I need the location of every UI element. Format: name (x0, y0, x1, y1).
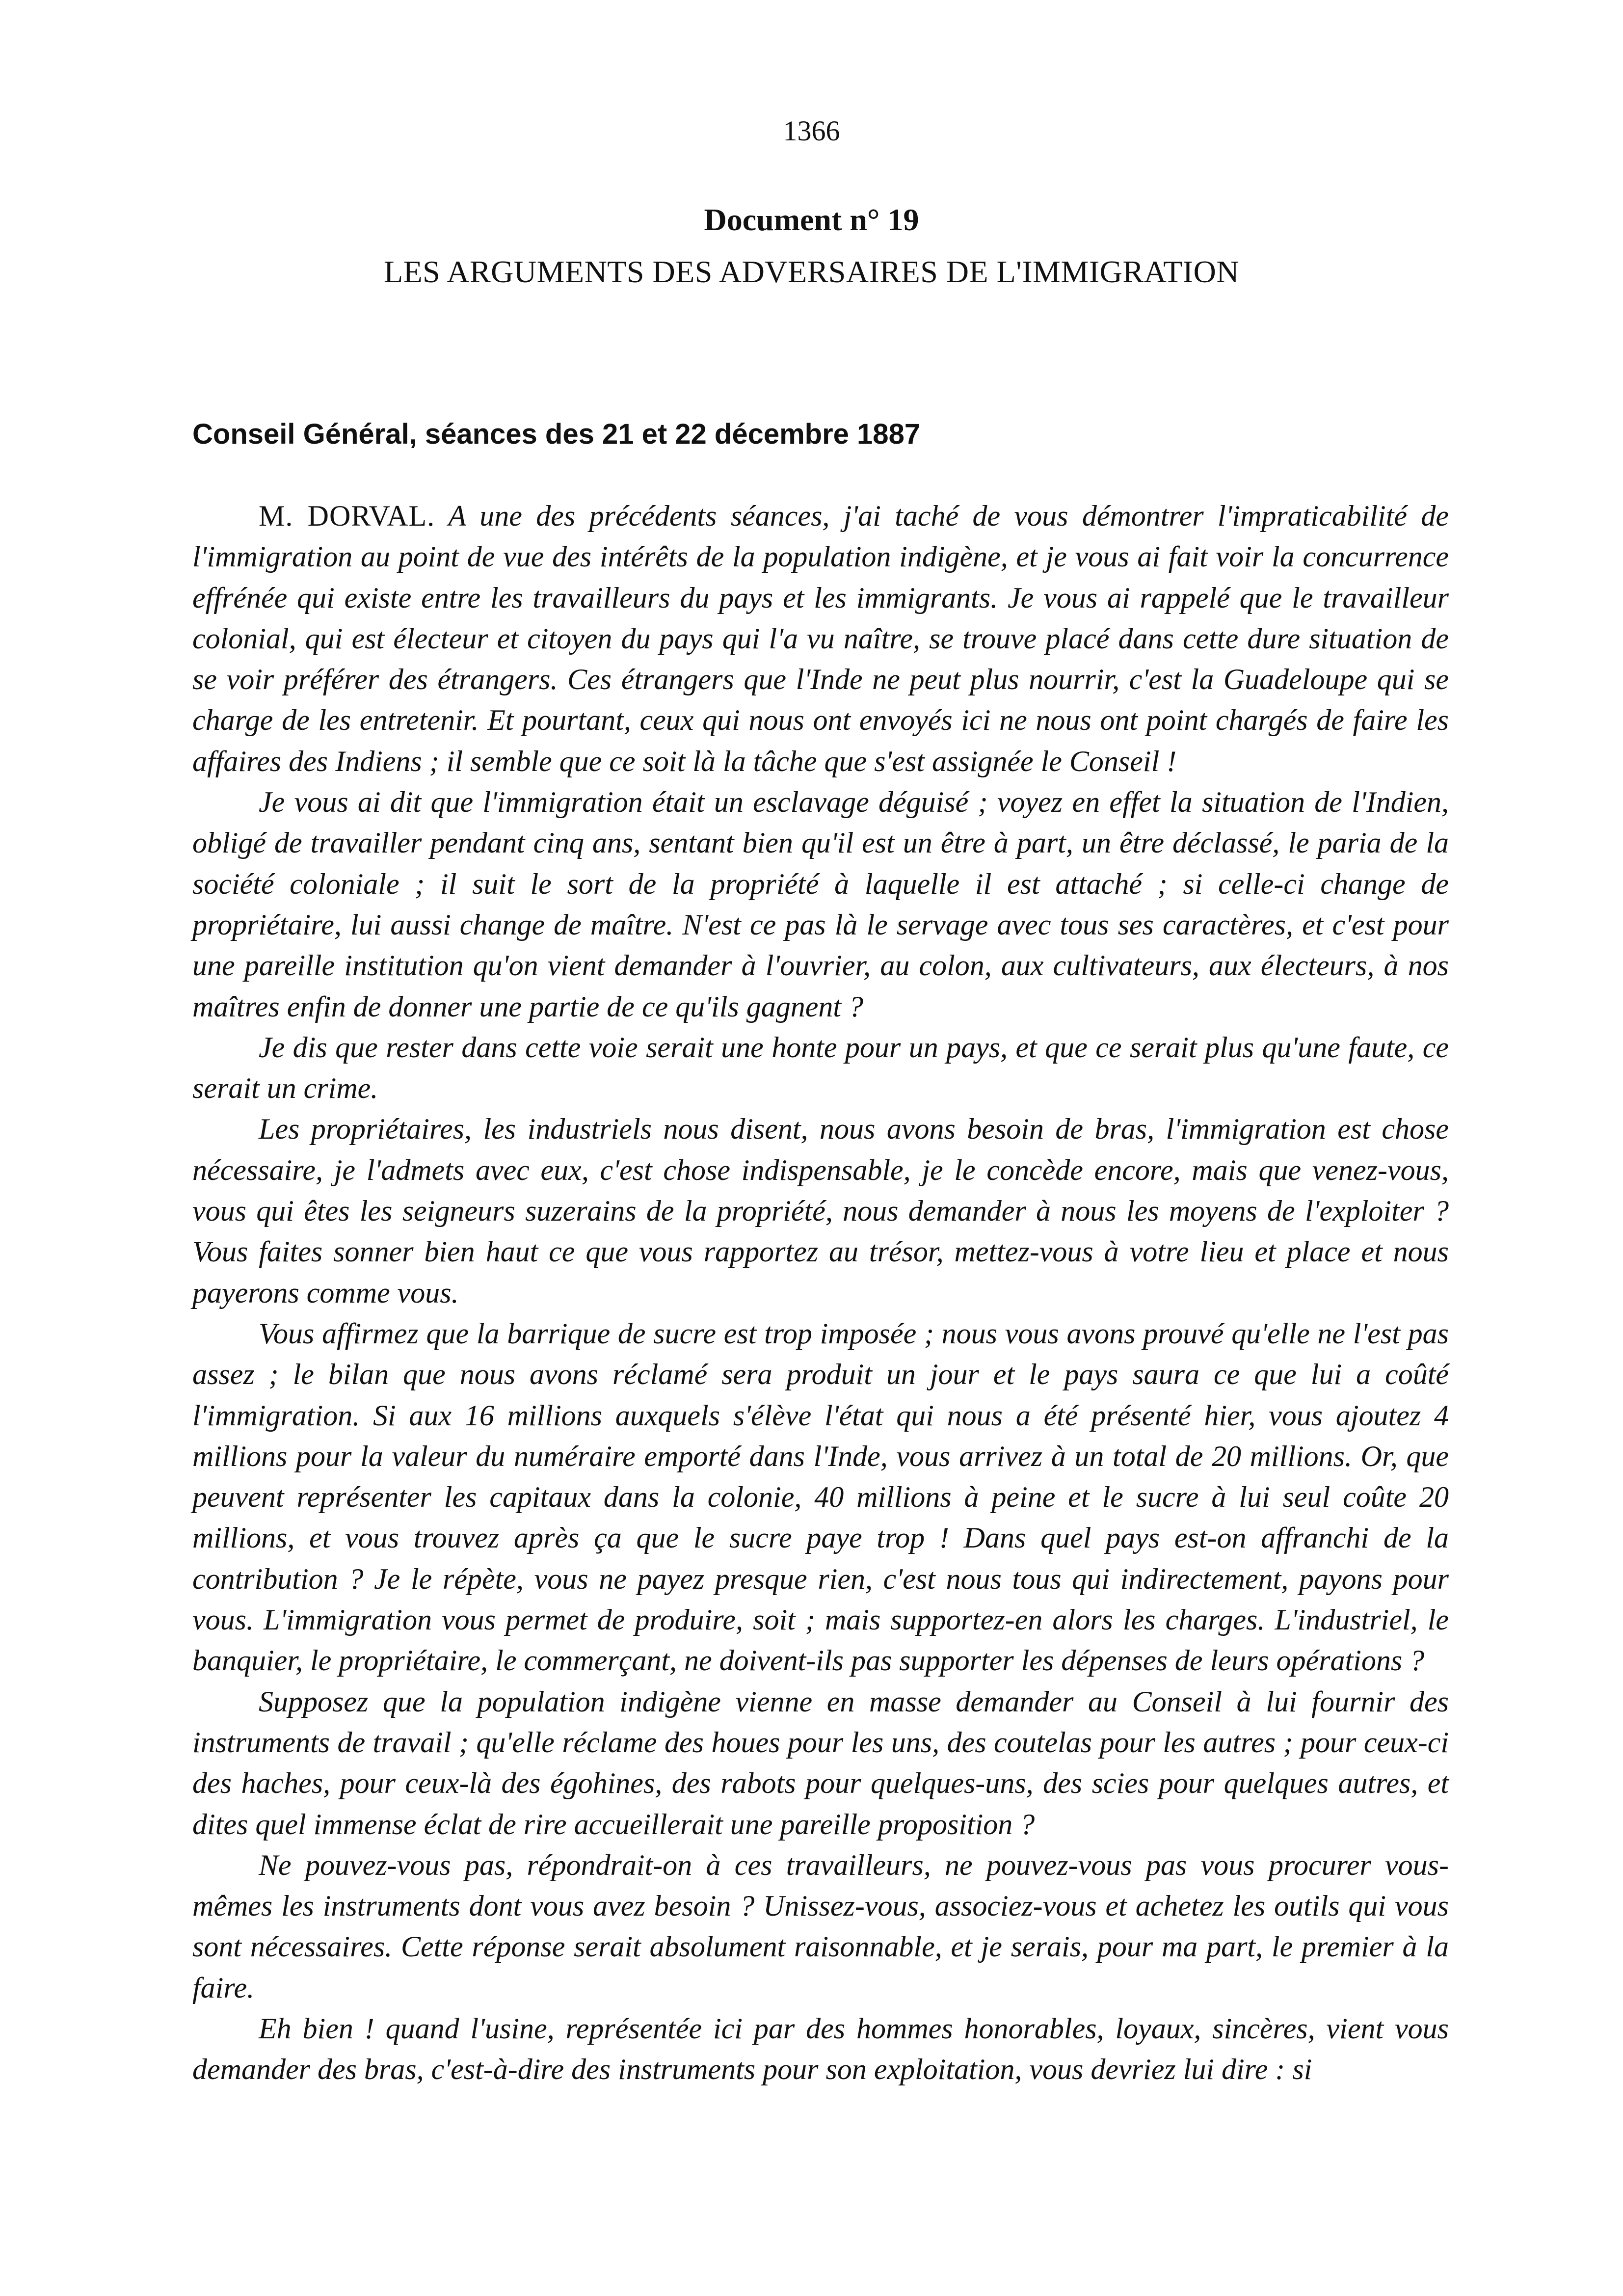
paragraph-5: Vous affirmez que la barrique de sucre est trop imposée ; nous vous avons prouvé qu'elle ne l'est pas assez ; le bilan que nous avons réclamé sera produit un jour et le pays saura ce que lui a coûté l'immigration. Si aux 16 millions auxquels s'élève l'état qui nous a été présenté hier, vous ajoutez 4 millions pour la valeur du numéraire emporté dans l'Inde, vous arrivez à un total de 20 millions. Or, que peuvent représenter les capitaux dans la colonie, 40 millions à peine et le sucre à lui seul coûte 20 millions, et vous trouvez après ça que le sucre paye trop ! Dans quel pays est-on affranchi de la contribution ? Je le répète, vous ne payez presque rien, c'est nous tous qui indirectement, payons pour vous. L'immigration vous permet de produire, soit ; mais supportez-en alors les charges. L'industriel, le banquier, le propriétaire, le commerçant, ne doivent-ils pas supporter les dépenses de leurs opérations ? (192, 1317, 1449, 1677)
section-heading: Conseil Général, séances des 21 et 22 décembre 1887 (192, 418, 921, 450)
paragraph-8: Eh bien ! quand l'usine, représentée ici par des hommes honorables, loyaux, sincères, vient vous demander des bras, c'est-à-dire des instruments pour son exploitation, vous devriez lui dire : si (192, 2012, 1449, 2086)
body-text (192, 496, 1449, 2090)
paragraph-1 (192, 496, 1449, 782)
document-number: Document n° 19 (704, 202, 919, 237)
document-title: LES ARGUMENTS DES ADVERSAIRES DE L'IMMIGRATION (383, 254, 1240, 289)
page-number: 1366 (783, 115, 840, 147)
speaker-name: M. DORVAL. (259, 500, 435, 532)
paragraph-7: Ne pouvez-vous pas, répondrait-on à ces travailleurs, ne pouvez-vous pas vous procurer vous-mêmes les instruments dont vous avez besoin ? Unissez-vous, associez-vous et achetez les outils qui vous sont nécessaires. Cette réponse serait absolument raisonnable, et je serais, pour ma part, le premier à la faire. (192, 1848, 1449, 2004)
paragraph-2: Je vous ai dit que l'immigration était un esclavage déguisé ; voyez en effet la situation de l'Indien, obligé de travailler pendant cinq ans, sentant bien qu'il est un être à part, un être déclassé, le paria de la société coloniale ; il suit le sort de la propriété à laquelle il est attaché ; si celle-ci change de propriétaire, lui aussi change de maître. N'est ce pas là le servage avec tous ses caractères, et c'est pour une pareille institution qu'on vient demander à l'ouvrier, au colon, aux cultivateurs, aux électeurs, à nos maîtres enfin de donner une partie de ce qu'ils gagnent ? (192, 786, 1449, 1023)
paragraph-3: Je dis que rester dans cette voie serait une honte pour un pays, et que ce serait plus qu'une faute, ce serait un crime. (192, 1031, 1449, 1105)
paragraph-4: Les propriétaires, les industriels nous disent, nous avons besoin de bras, l'immigration est chose nécessaire, je l'admets avec eux, c'est chose indispensable, je le concède encore, mais que venez-vous, vous qui êtes les seigneurs suzerains de la propriété, nous demander à nous les moyens de l'exploiter ? Vous faites sonner bien haut ce que vous rapportez au trésor, mettez-vous à votre lieu et place et nous payerons comme vous. (192, 1113, 1449, 1309)
paragraph-6: Supposez que la population indigène vienne en masse demander au Conseil à lui fournir des instruments de travail ; qu'elle réclame des houes pour les uns, des coutelas pour les autres ; pour ceux-ci des haches, pour ceux-là des égohines, des rabots pour quelques-uns, des scies pour quelques autres, et dites quel immense éclat de rire accueillerait une pareille proposition ? (192, 1685, 1449, 1841)
paragraph-1-text: A une des précédents séances, j'ai taché de vous démontrer l'impraticabilité de l'immigration au point de vue des intérêts de la population indigène, et je vous ai fait voir la concurrence effrénée qui existe entre les travailleurs du pays et les immigrants. Je vous ai rappelé que le travailleur colonial, qui est électeur et citoyen du pays qui l'a vu naître, se trouve placé dans cette dure situation de se voir préférer des étrangers. Ces étrangers que l'Inde ne peut plus nourrir, c'est la Guadeloupe qui se charge de les entretenir. Et pourtant, ceux qui nous ont envoyés ici ne nous ont point chargés de faire les affaires des Indiens ; il semble que ce soit là la tâche que s'est assignée le Conseil ! (192, 500, 1449, 777)
